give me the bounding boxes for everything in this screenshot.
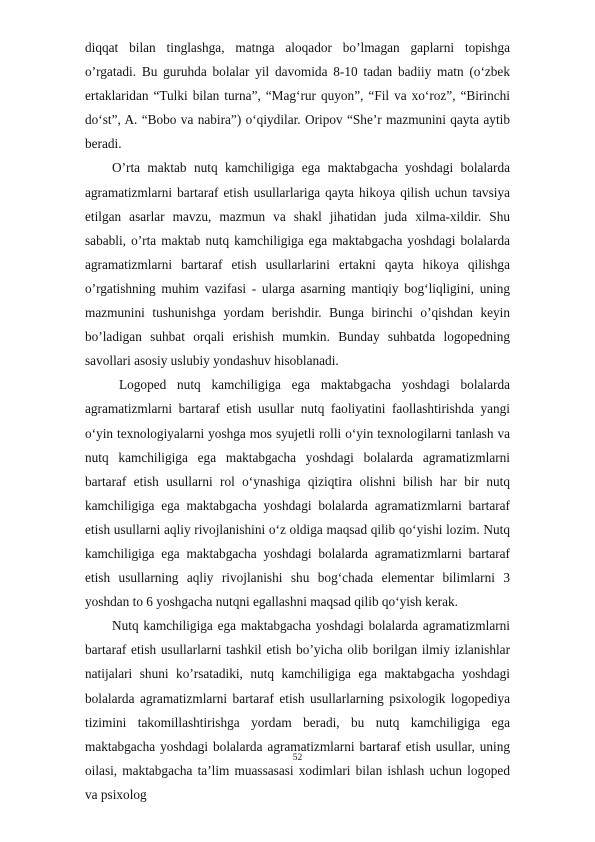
- paragraph-research-results: Nutq kamchiligiga ega maktabgacha yoshdagi bolalarda agramatizmlarni bartaraf etish usullarlarni tashkil etish bo’yicha olib borilgan ilmiy izlanishlar natijalari shuni ko’rsatadiki, nutq kamchiligiga ega maktabgacha yoshdagi bolalarda agramatizmlarni bartaraf etish usullarlarning psixologik logopediya tizimini takomillashtirishga yordam beradi, bu nutq kamchiligiga ega maktabgacha yoshdagi bolalarda agramatizmlarni bartaraf etish usullar, uning oilasi, maktabgacha ta’lim muassasasi xodimlari bilan ishlash uchun logoped va psixolog: [85, 618, 510, 802]
- paragraph-continuation: diqqat bilan tinglashga, matnga aloqador bo’lmagan gaplarni topishga o’rgatadi. Bu guruhda bolalar yil davomida 8-10 tadan badiiy matn (o‘zbek ertaklaridan “Tulki bilan turna”, “Mag‘rur quyon”, “Fil va xo‘roz”, “Birinchi do‘st”, A. “Bobo va nabira”) o‘qiydilar. Oripov “She’r mazmunini qayta aytib beradi.: [85, 40, 510, 152]
- page-body: [85, 36, 510, 807]
- paragraph-speech-therapist-games: Logoped nutq kamchiligiga ega maktabgacha yoshdagi bolalarda agramatizmlarni bartaraf etish usullar nutq faoliyatini faollashtirishda yangi o‘yin texnologiyalarni yoshga mos syujetli rolli o‘yin texnologilarni tanlash va nutq kamchiligiga ega maktabgacha yoshdagi bolalarda agramatizmlarni bartaraf etish usullarni rol o‘ynashiga qiziqtira olishni bilish har bir nutq kamchiligiga ega maktabgacha yoshdagi bolalarda agramatizmlarni bartaraf etish usullarni aqliy rivojlanishini o‘z oldiga maqsad qilib qo‘yishi lozim. Nutq kamchiligiga ega maktabgacha yoshdagi bolalarda agramatizmlarni bartaraf etish usullarning aqliy rivojlanishi shu bog‘chada elementar bilimlarni 3 yoshdan to 6 yoshgacha nutqni egallashni maqsad qilib qo‘yish kerak.: [85, 377, 510, 610]
- page-number: 52: [292, 753, 303, 763]
- paragraph-retelling-works: O’rta maktab nutq kamchiligiga ega maktabgacha yoshdagi bolalarda agramatizmlarni bartaraf etish usullarlariga qayta hikoya qilish uchun tavsiya etilgan asarlar mavzu, mazmun va shakl jihatidan juda xilma-xildir. Shu sababli, o’rta maktab nutq kamchiligiga ega maktabgacha yoshdagi bolalarda agramatizmlarni bartaraf etish usullarlarini ertakni qayta hikoya qilishga o’rgatishning muhim vazifasi - ularga asarning mantiqiy bog‘liqligini, uning mazmunini tushunishga yordam berishdir. Bunga birinchi o’qishdan keyin bo’ladigan suhbat orqali erishish mumkin. Bunday suhbatda logopedning savollari asosiy uslubiy yondashuv hisoblanadi.: [85, 160, 510, 369]
